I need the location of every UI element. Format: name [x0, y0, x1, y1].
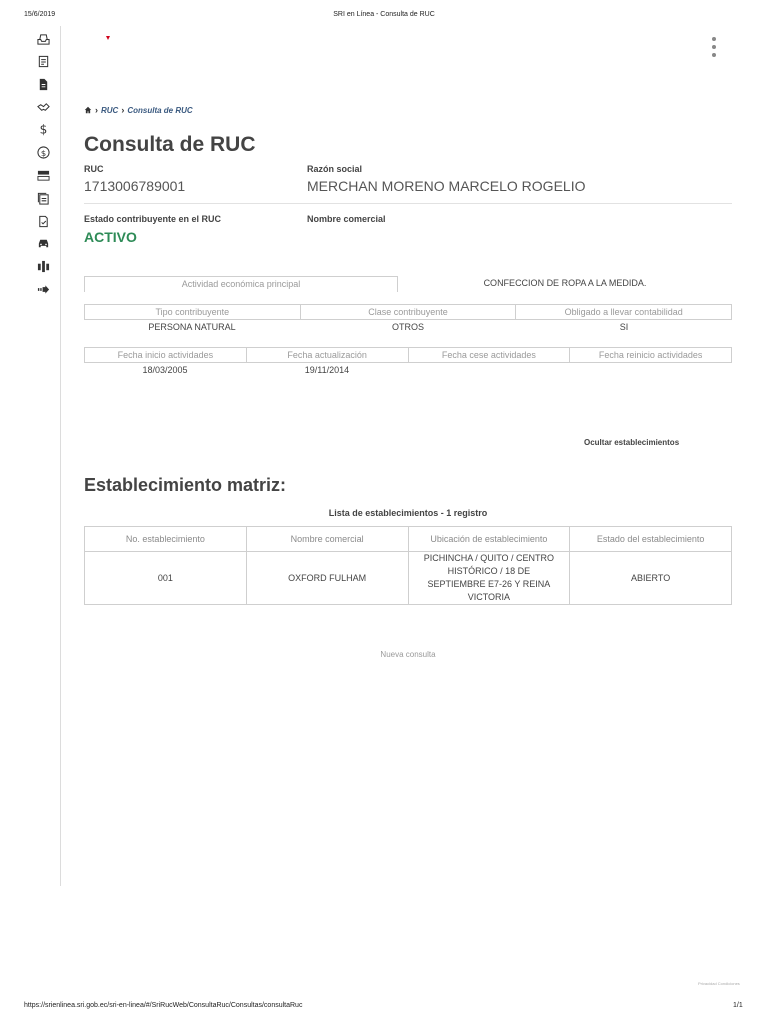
grid-cell — [408, 363, 570, 377]
arrow-right-icon[interactable] — [36, 282, 50, 296]
checklist-icon[interactable] — [36, 214, 50, 228]
grid-header: Fecha reinicio actividades — [598, 350, 703, 360]
grid-cell: SI — [619, 322, 629, 332]
hide-establishments-button[interactable]: Ocultar establecimientos — [584, 438, 680, 447]
inbox-icon[interactable] — [36, 32, 50, 46]
ruc-label: RUC — [84, 164, 104, 174]
list-caption: Lista de establecimientos - 1 registro — [328, 508, 488, 518]
estado-label: Estado contribuyente en el RUC — [84, 214, 222, 224]
contribuyente-grid — [84, 304, 732, 334]
actividad-value: CONFECCION DE ROPA A LA MEDIDA. — [483, 278, 647, 288]
car-icon[interactable] — [36, 236, 50, 250]
table-row — [85, 552, 732, 605]
actividad-label: Actividad económica principal — [84, 276, 398, 292]
grid-header: Fecha cese actividades — [409, 348, 571, 362]
grid-header: Fecha actualización — [247, 348, 409, 362]
print-footer — [0, 1002, 768, 1012]
new-query-button[interactable]: Nueva consulta — [380, 650, 436, 659]
kebab-menu-icon[interactable] — [710, 37, 718, 57]
chevron-right-icon: › — [95, 105, 98, 115]
grid-cell: OTROS — [391, 322, 424, 332]
grid-cell: 18/03/2005 — [142, 365, 188, 375]
table-header: Nombre comercial — [246, 527, 408, 552]
nombre-comercial-label: Nombre comercial — [307, 214, 386, 224]
dollar-circle-icon[interactable] — [36, 145, 50, 159]
grid-header: Tipo contribuyente — [85, 305, 301, 319]
table-cell: PICHINCHA / QUITO / CENTRO HISTÓRICO / 18 DE SEPTIEMBRE E7-26 Y REINA VICTORIA — [408, 552, 570, 605]
file-icon[interactable] — [36, 77, 50, 91]
razon-social-label: Razón social — [307, 164, 363, 174]
print-page-number: 1/1 — [733, 1002, 743, 1009]
grid-cell — [570, 363, 732, 377]
receipt-icon[interactable] — [36, 191, 50, 205]
razon-social-value: MERCHAN MORENO MARCELO ROGELIO — [307, 178, 586, 194]
establishments-table — [84, 526, 732, 605]
grid-cell: 19/11/2014 — [304, 365, 350, 375]
section-title: Establecimiento matriz: — [84, 475, 287, 495]
grid-cell: PERSONA NATURAL — [148, 322, 236, 332]
print-title: SRI en Línea - Consulta de RUC — [333, 11, 435, 18]
divider — [84, 203, 732, 204]
cards-icon[interactable] — [36, 168, 50, 182]
print-date: 15/6/2019 — [24, 11, 56, 18]
ruc-value: 1713006789001 — [84, 178, 186, 194]
table-header: Ubicación de establecimiento — [408, 527, 570, 552]
grid-header: Fecha inicio actividades — [85, 348, 247, 362]
chevron-right-icon: › — [121, 105, 125, 115]
table-header: No. establecimiento — [85, 527, 247, 552]
home-icon[interactable] — [84, 106, 92, 114]
privacy-links[interactable]: Privacidad Condiciones — [698, 981, 740, 986]
dollar-icon[interactable] — [36, 122, 50, 136]
print-url: https://srienlinea.sri.gob.ec/sri-en-linea/#/SriRucWeb/ConsultaRuc/Consultas/consultaRuc — [24, 1002, 303, 1009]
svg-text:$: $ — [40, 147, 46, 158]
grid-header: Clase contribuyente — [301, 305, 517, 319]
grid-header: Obligado a llevar contabilidad — [564, 307, 683, 317]
breadcrumb-item-current: Consulta de RUC — [127, 105, 193, 115]
document-icon[interactable] — [36, 54, 50, 68]
logo-icon — [106, 36, 110, 40]
sidebar — [0, 26, 61, 886]
customs-icon[interactable] — [36, 259, 50, 273]
print-header — [0, 11, 768, 21]
handshake-icon[interactable] — [36, 100, 50, 114]
breadcrumb-item-ruc[interactable]: RUC — [101, 105, 119, 115]
estado-value: ACTIVO — [84, 229, 137, 245]
svg-text:$: $ — [39, 122, 47, 136]
breadcrumb — [84, 105, 193, 115]
fechas-grid — [84, 347, 732, 377]
table-cell: OXFORD FULHAM — [246, 552, 408, 605]
table-header: Estado del establecimiento — [570, 527, 732, 552]
page-title: Consulta de RUC — [84, 133, 256, 156]
table-cell: 001 — [85, 552, 247, 605]
table-cell: ABIERTO — [570, 552, 732, 605]
